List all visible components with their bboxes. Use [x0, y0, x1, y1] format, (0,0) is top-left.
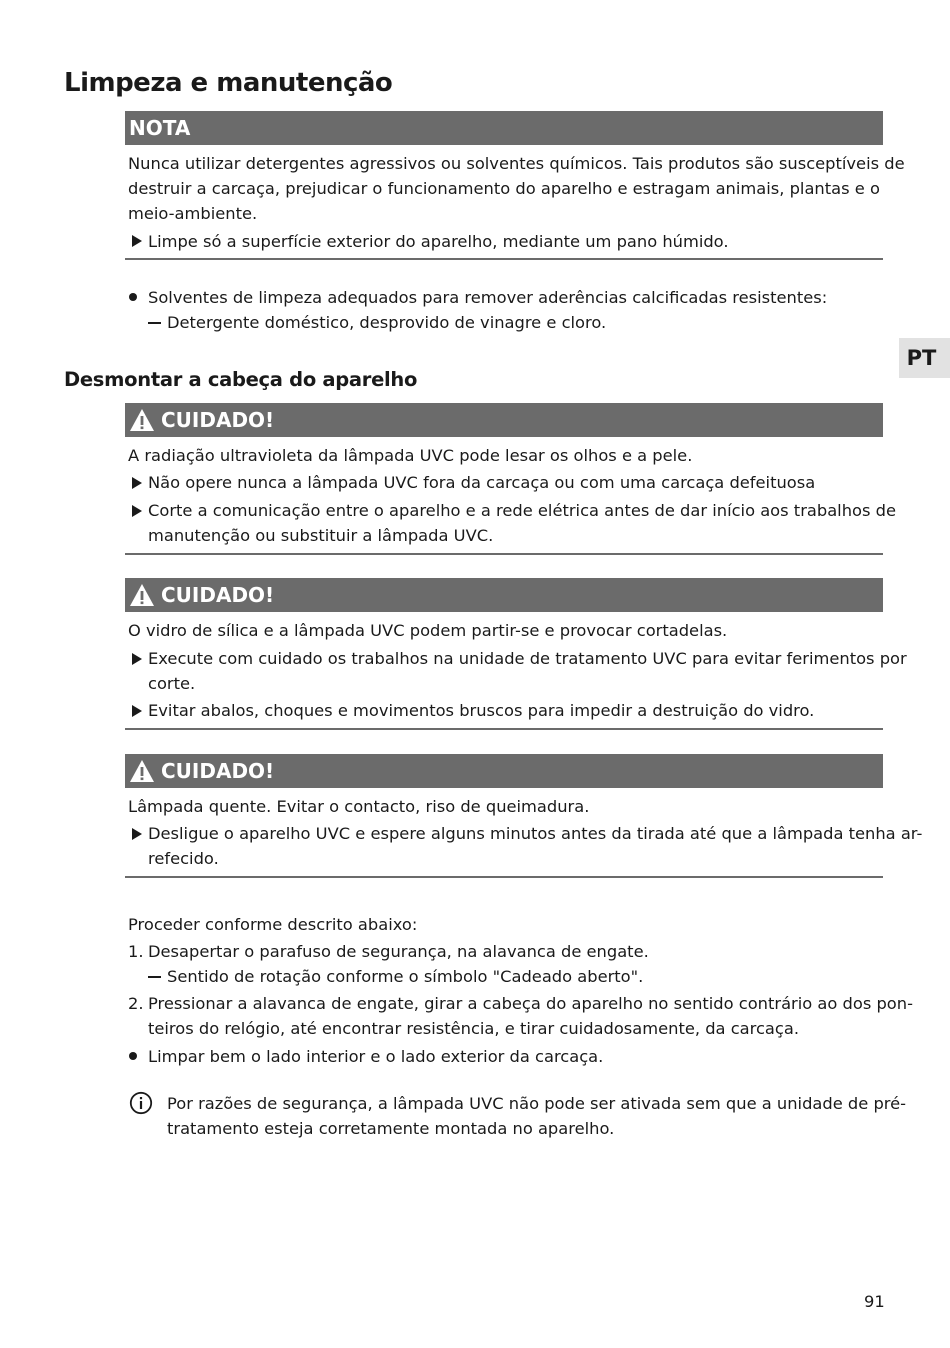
- nota-text-line-3: meio-ambiente.: [128, 204, 258, 223]
- caution1-action-1: Não opere nunca a lâmpada UVC fora da carcaça ou com uma carcaça defeituosa: [148, 473, 816, 492]
- nota-rule: [125, 258, 883, 260]
- procedure-step-2-line-2: teiros do relógio, até encontrar resistência, e tirar cuidadosamente, da carcaça.: [148, 1019, 799, 1038]
- caution-header-3: [125, 754, 883, 788]
- info-icon: [129, 1091, 153, 1115]
- nota-text-line-1: Nunca utilizar detergentes agressivos ou solventes químicos. Tais produtos são susceptíveis de: [128, 154, 905, 173]
- nota-header: [125, 111, 883, 145]
- info-note-line-2: tratamento esteja corretamente montada no aparelho.: [167, 1119, 615, 1138]
- action-arrow-icon: [132, 505, 142, 517]
- language-tab: PT: [899, 338, 950, 378]
- caution1-text: A radiação ultravioleta da lâmpada UVC pode lesar os olhos e a pele.: [128, 446, 693, 465]
- caution-label-3: CUIDADO!: [161, 759, 275, 783]
- page-number: 91: [864, 1292, 885, 1311]
- info-note-line-1: Por razões de segurança, a lâmpada UVC não pode ser ativada sem que a unidade de pré-: [167, 1094, 907, 1113]
- caution2-action-2: Evitar abalos, choques e movimentos bruscos para impedir a destruição do vidro.: [148, 701, 815, 720]
- caution3-action-1-line-2: refecido.: [148, 849, 219, 868]
- caution3-action-1-line-1: Desligue o aparelho UVC e espere alguns minutos antes da tirada até que a lâmpada tenha ar-: [148, 824, 923, 843]
- caution1-action-2-line-2: manutenção ou substituir a lâmpada UVC.: [148, 526, 494, 545]
- section-title: Desmontar a cabeça do aparelho: [64, 368, 418, 391]
- nota-label: NOTA: [129, 116, 191, 140]
- procedure-bullet: Limpar bem o lado interior e o lado exterior da carcaça.: [148, 1047, 604, 1066]
- dash-icon: [148, 322, 161, 324]
- procedure-step-2-line-1: Pressionar a alavanca de engate, girar a cabeça do aparelho no sentido contrário ao dos pon-: [148, 994, 913, 1013]
- procedure-step-1: Desapertar o parafuso de segurança, na alavanca de engate.: [148, 942, 649, 961]
- bullet-icon: [129, 1052, 137, 1060]
- caution-label-2: CUIDADO!: [161, 583, 275, 607]
- dash-icon: [148, 976, 161, 978]
- caution1-action-2-line-1: Corte a comunicação entre o aparelho e a rede elétrica antes de dar início aos trabalhos de: [148, 501, 896, 520]
- nota-text-line-2: destruir a carcaça, prejudicar o funcionamento do aparelho e estragam animais, plantas e o: [128, 179, 880, 198]
- action-arrow-icon: [132, 828, 142, 840]
- bullet-icon: [129, 293, 137, 301]
- procedure-intro: Proceder conforme descrito abaixo:: [128, 915, 418, 934]
- warning-icon: [129, 758, 155, 784]
- solvents-bullet: Solventes de limpeza adequados para remover aderências calcificadas resistentes:: [148, 288, 828, 307]
- caution-header-2: [125, 578, 883, 612]
- action-arrow-icon: [132, 653, 142, 665]
- step-number: 1.: [128, 942, 144, 961]
- page-title: Limpeza e manutenção: [64, 68, 393, 98]
- nota-action: Limpe só a superfície exterior do aparelho, mediante um pano húmido.: [148, 232, 729, 251]
- caution-header-1: [125, 403, 883, 437]
- caution2-text: O vidro de sílica e a lâmpada UVC podem partir-se e provocar cortadelas.: [128, 621, 728, 640]
- caution1-rule: [125, 553, 883, 555]
- warning-icon: [129, 582, 155, 608]
- caution-label-1: CUIDADO!: [161, 408, 275, 432]
- warning-icon: [129, 407, 155, 433]
- caution3-rule: [125, 876, 883, 878]
- action-arrow-icon: [132, 477, 142, 489]
- caution2-action-1-line-1: Execute com cuidado os trabalhos na unidade de tratamento UVC para evitar ferimentos por: [148, 649, 907, 668]
- action-arrow-icon: [132, 705, 142, 717]
- step-number: 2.: [128, 994, 144, 1013]
- caution3-text: Lâmpada quente. Evitar o contacto, riso de queimadura.: [128, 797, 590, 816]
- solvents-sub: Detergente doméstico, desprovido de vinagre e cloro.: [167, 313, 607, 332]
- caution2-rule: [125, 728, 883, 730]
- caution2-action-1-line-2: corte.: [148, 674, 196, 693]
- procedure-step-1-sub: Sentido de rotação conforme o símbolo "Cadeado aberto".: [167, 967, 644, 986]
- action-arrow-icon: [132, 235, 142, 247]
